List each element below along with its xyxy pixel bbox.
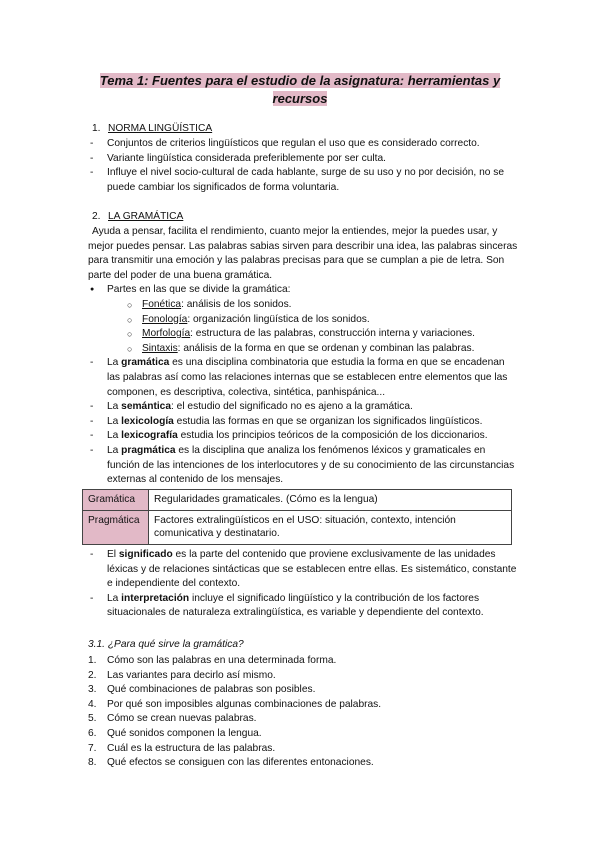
list-item: 5. Cómo se crean nuevas palabras.: [88, 713, 257, 725]
list-item: 1. Cómo son las palabras en una determinada forma.: [88, 655, 337, 666]
list-item: 4. Por qué son imposibles algunas combinaciones de palabras.: [88, 698, 382, 710]
table-cell-key: Pragmática: [83, 510, 149, 544]
list-item: ● Partes en las que se divide la gramática:: [88, 283, 518, 298]
section-2-extra: [88, 548, 518, 621]
grammar-part-item: ○ Sintaxis: análisis de la forma en que se ordenan y combinan las palabras.: [127, 342, 518, 357]
list-item: - Variante lingüística considerada preferiblemente por ser culta.: [88, 152, 518, 167]
definition-item: - La pragmática es la disciplina que analiza los fenómenos léxicos y gramaticales en función de las intenciones de los interlocutores y de su conocimiento de las circunstancias externas al contenido de los mensajes.: [88, 444, 518, 488]
definition-item: - El significado es la parte del contenido que proviene exclusivamente de las unidades léxicas y de relaciones sintácticas que se establecen entre ellas. Es sistemático, constante e independiente del contexto.: [88, 548, 518, 592]
comparison-table: [82, 489, 512, 545]
list-item: 8. Qué efectos se consiguen con las diferentes entonaciones.: [88, 757, 374, 769]
list-item: - Conjuntos de criterios lingüísticos que regulan el uso que es considerado correcto.: [88, 137, 518, 152]
section-1-list: [88, 137, 518, 195]
list-item: 7. Cuál es la estructura de las palabras.: [88, 742, 276, 754]
definition-item: - La gramática es una disciplina combinatoria que estudia la forma en que se encadenan las palabras así como las relaciones internas que se establecen entre elementos que las componen, es descriptiva, colectiva, sintética, panhispánica...: [88, 356, 518, 400]
grammar-part-item: ○ Fonología: organización lingüística de los sonidos.: [127, 313, 518, 328]
section-1-heading: 1. NORMA LINGÜÍSTICA: [92, 123, 213, 134]
grammar-part-item: ○ Morfología: estructura de las palabras, construcción interna y variaciones.: [127, 327, 518, 342]
definition-item: - La interpretación incluye el significado lingüístico y la contribución de los factores situacionales de naturaleza extralingüística, es variable y dependiente del contexto.: [88, 592, 518, 621]
list-item: 6. Qué sonidos componen la lengua.: [88, 727, 262, 739]
grammar-part-item: ○ Fonética: análisis de los sonidos.: [127, 298, 518, 313]
intro-paragraph: Ayuda a pensar, facilita el rendimiento, cuanto mejor la entiendes, mejor la puedes usar, y mejor puedes pensar. Las palabras sabias sirven para describir una idea, las palabras sinceras para transmitir una emoción y las palabras precisas para que se cumplan a pie de letra. Son parte del poder de una buena gramática.: [88, 226, 518, 281]
list-item: 2. Las variantes para decirlo así mismo.: [88, 669, 276, 681]
list-item: - Influye el nivel socio-cultural de cada hablante, surge de su uso y no por decisión, no se puede cambiar los significados de forma voluntaria.: [88, 166, 518, 195]
table-cell-value: Factores extralingüísticos en el USO: situación, contexto, intención comunicativa y destinatario.: [149, 510, 512, 544]
table-cell-key: Gramática: [83, 490, 149, 511]
table-row: [83, 510, 512, 544]
document-title: Tema 1: Fuentes para el estudio de la asignatura: herramientas y recursos: [99, 73, 501, 106]
subsection-heading: 3.1. ¿Para qué sirve la gramática?: [88, 639, 244, 650]
table-cell-value: Regularidades gramaticales. (Cómo es la lengua): [149, 490, 512, 511]
definition-item: - La semántica: el estudio del significado no es ajeno a la gramática.: [88, 400, 518, 415]
definition-item: - La lexicografía estudia los principios teóricos de la composición de los diccionarios.: [88, 429, 518, 444]
section-2-body: [88, 225, 518, 488]
list-item: 3. Qué combinaciones de palabras son posibles.: [88, 684, 316, 696]
numbered-list: [88, 654, 518, 771]
section-2-heading: 2. LA GRAMÁTICA: [92, 211, 184, 222]
table-row: [83, 490, 512, 511]
definition-item: - La lexicología estudia las formas en que se organizan los significados lingüísticos.: [88, 415, 518, 430]
